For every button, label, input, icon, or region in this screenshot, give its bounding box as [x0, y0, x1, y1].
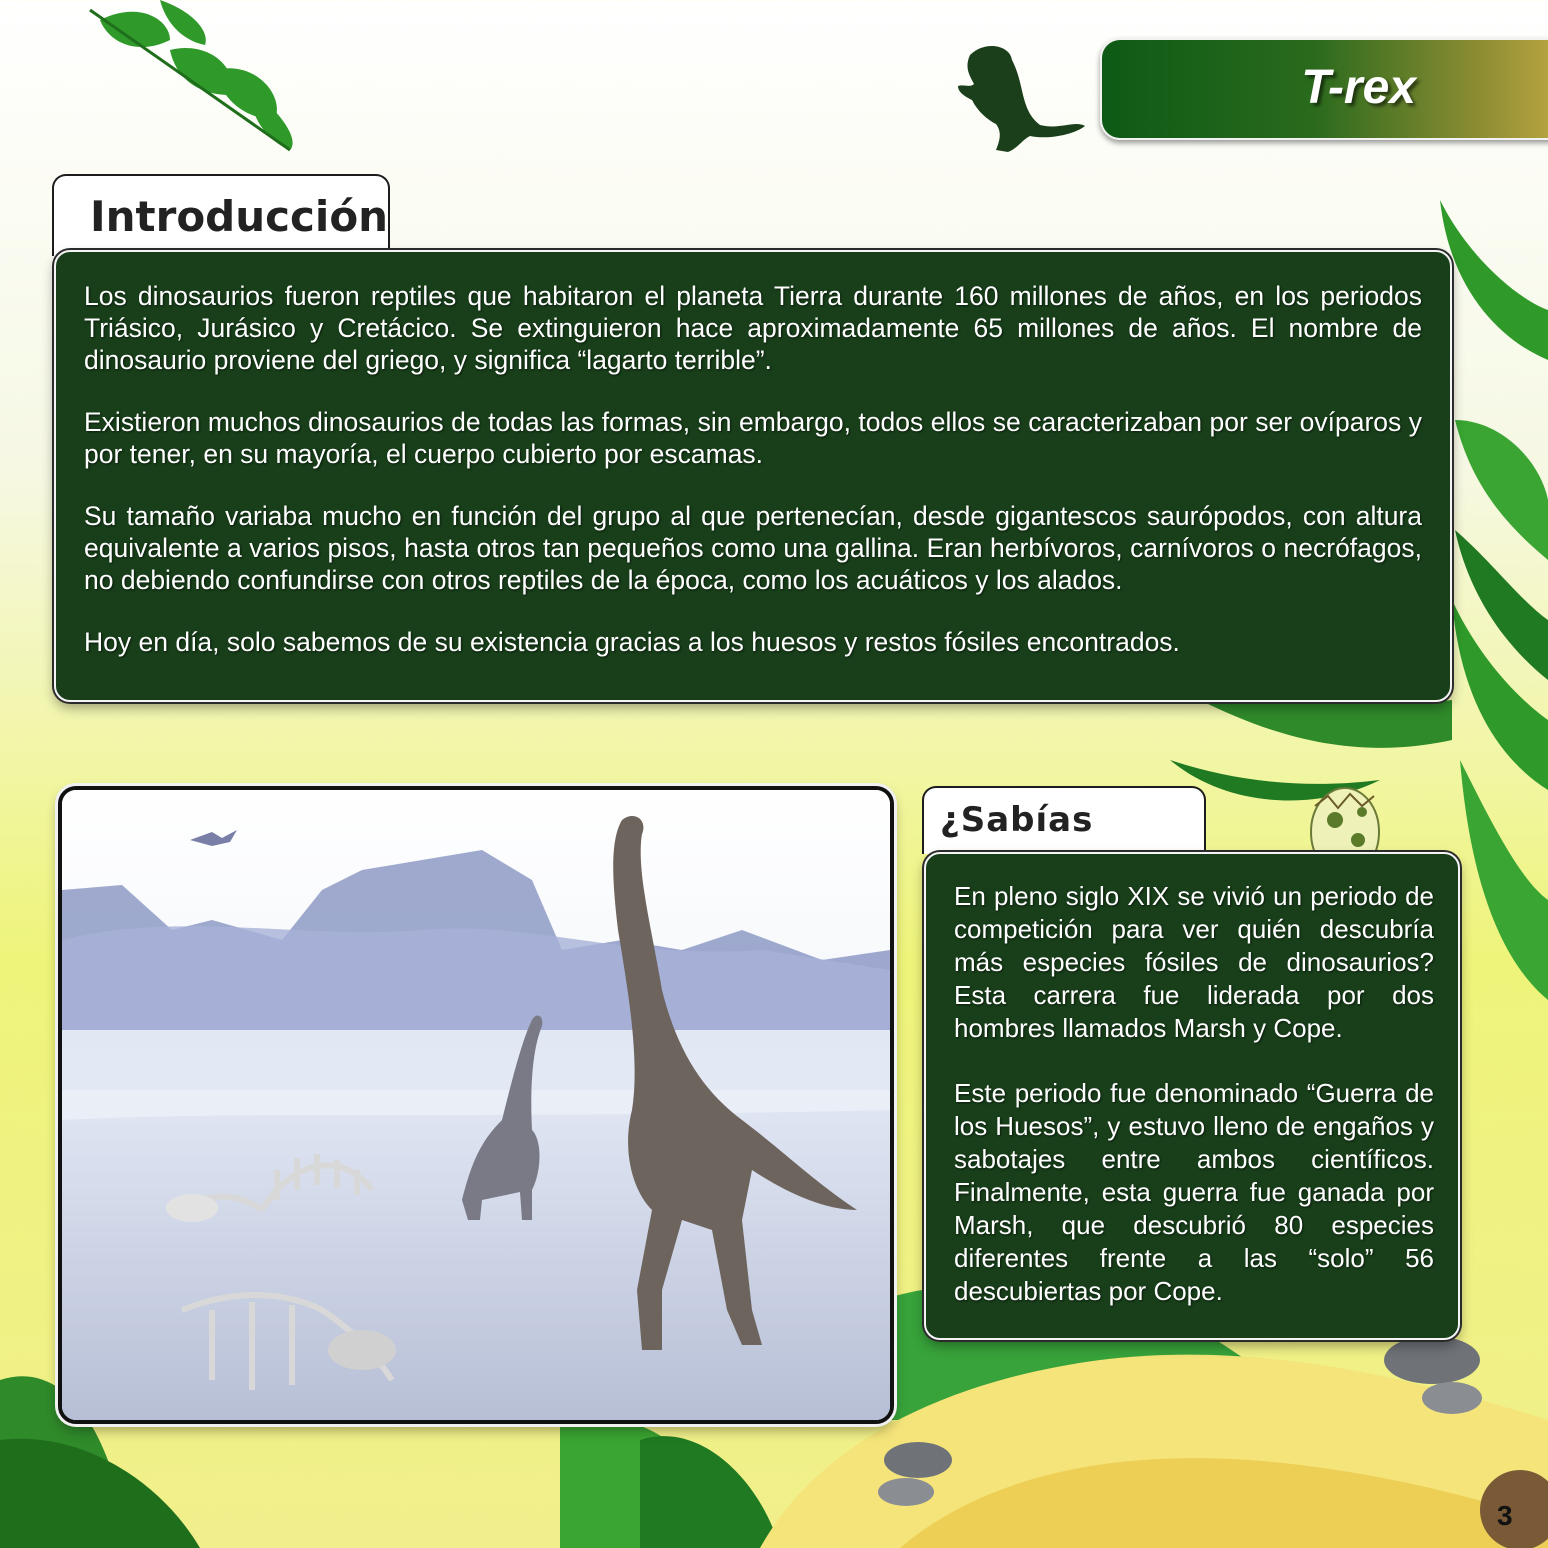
did-you-know-paragraph: Este periodo fue denominado “Guerra de los Huesos”, y estuvo lleno de engaños y sabotajes entre ambos científicos. Finalmente, esta guerra fue ganada por Marsh, que descubrió 80 especies diferentes frente a las “solo” 56 descubiertas por Cope.: [954, 1078, 1434, 1306]
prehistoric-landscape-image: [62, 790, 890, 1420]
title-banner: [1100, 38, 1548, 140]
dinosaur-figurine: [958, 46, 1085, 152]
introduction-tab: [52, 174, 390, 256]
introduction-paragraph: Hoy en día, solo sabemos de su existencia gracias a los huesos y restos fósiles encontrados.: [84, 627, 1180, 657]
did-you-know-tab: [922, 786, 1206, 854]
page-title: T-rex: [1301, 61, 1416, 114]
page-number: 3: [1497, 1500, 1513, 1531]
introduction-panel: [54, 250, 1452, 702]
did-you-know-paragraph: En pleno siglo XIX se vivió un periodo de competición para ver quién descubría más especies fósiles de dinosaurios? Esta carrera fue liderada por dos hombres llamados Marsh y Cope.: [954, 881, 1434, 1043]
introduction-heading: Introducción: [90, 192, 389, 241]
top-left-leaves: [90, 0, 293, 150]
introduction-paragraph: Existieron muchos dinosaurios de todas las formas, sin embargo, todos ellos se caracterizaban por ser ovíparos y por tener, en su mayoría, el cuerpo cubierto por escamas.: [84, 407, 1422, 469]
introduction-paragraph: Su tamaño variaba mucho en función del grupo al que pertenecían, desde gigantescos saurópodos, con altura equivalente a varios pisos, hasta otros tan pequeños como una gallina. Eran herbívoros, carnívoros o necrófagos, no debiendo confundirse con otros reptiles de la época, como los acuáticos y los alados.: [84, 501, 1422, 595]
did-you-know-heading: ¿Sabías: [940, 800, 1094, 840]
did-you-know-panel: [924, 852, 1460, 1340]
introduction-paragraph: Los dinosaurios fueron reptiles que habitaron el planeta Tierra durante 160 millones de años, en los periodos Triásico, Jurásico y Cretácico. Se extinguieron hace aproximadamente 65 millones de años. El nombre de dinosaurio proviene del griego, y significa “lagarto terrible”.: [84, 281, 1422, 375]
dinosaur-illustration: [58, 786, 894, 1424]
